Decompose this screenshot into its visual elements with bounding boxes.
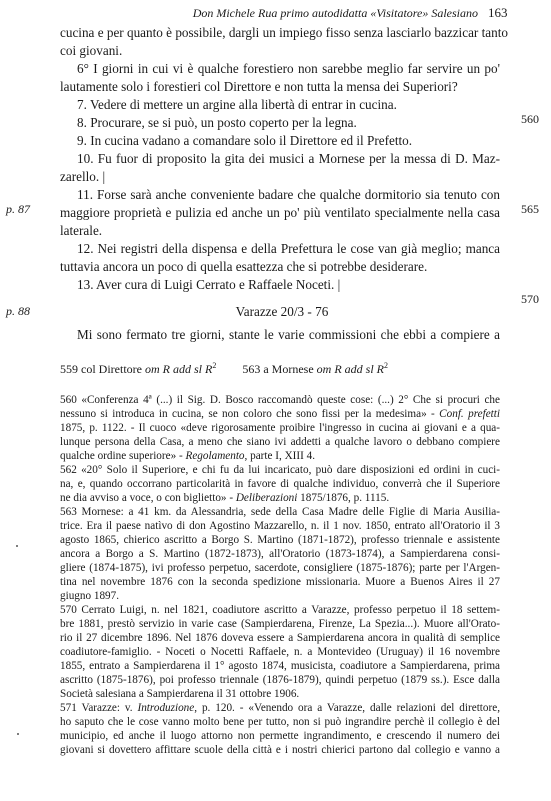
text-line: tuttavia ancora un poco di quella esattezza che si potrebbe desiderare. xyxy=(60,259,428,274)
note-line: 570 Cerrato Luigi, n. nel 1821, coadiutore ascritto a Varazze, professo perpetuo il 18 settem- xyxy=(60,604,500,616)
scan-speck xyxy=(17,733,19,735)
note-line: lunque persona della Casa, a meno che siano ivi addetti a qualche lavoro o debbano compiere xyxy=(60,436,500,448)
note-line: 562 «20° Solo il Superiore, e chi fu da lui incaricato, può dare disposizioni ed ordini in cuci- xyxy=(60,464,500,476)
note-line: 563 Mornese: a 41 km. da Alessandria, sede della Casa Madre delle Figlie di Maria Ausilia- xyxy=(60,506,500,518)
text-line: laterale. xyxy=(60,223,103,238)
text-line: 8. Procurare, se si può, un posto coperto per la legna. xyxy=(77,115,357,130)
note-line: trice. Era il paese natìvo di don Agostino Mazzarello, n. il 1 nov. 1850, entrato all'Oratorio il 3 xyxy=(60,520,500,532)
text-line: 12. Nei registri della dispensa e della Prefettura le cose van già meglio; manca xyxy=(77,241,500,256)
text-line: 7. Vedere di mettere un argine alla libertà di entrar in cucina. xyxy=(77,97,397,112)
note-line: Società salesiana a Sampierdarena il 31 ottobre 1906. xyxy=(60,688,300,700)
note-line: qualche ordine superiore» - Regolamento, parte I, XIII 4. xyxy=(60,450,316,462)
text-line: cucina e per quanto è possibile, dargli un impiego fisso senza lasciarlo bazzicar tanto xyxy=(60,25,508,40)
line-number-570: 570 xyxy=(521,292,539,306)
scan-speck xyxy=(16,545,18,547)
running-title: Don Michele Rua primo autodidatta «Visitatore» Salesiano xyxy=(192,6,478,20)
apparatus-entry-563: 563 a Mornese xyxy=(242,362,317,376)
apparatus-entry-559: 559 col Direttore xyxy=(60,362,145,376)
note-line: coadiutore-famiglio. - Noceti o Nocetti Raffaele, n. a Montevideo (Uruguay) il 16 novembre xyxy=(60,646,500,658)
critical-apparatus xyxy=(60,361,388,377)
note-line: ho saputo che le cose vanno molto bene per tutto, non si può ingrandire perchè il collegio è del xyxy=(60,716,500,728)
text-line: 6° I giorni in cui vi è qualche forestiero non sarebbe meglio far servire un po' xyxy=(77,61,500,76)
text-line: maggiore proprietà e pulizia ed anche un po' più ventilato specialmente nella casa xyxy=(60,205,500,220)
note-line: 571 Varazze: v. Introduzione, p. 120. - «Venendo ora a Varazze, dalle relazioni del direttore, xyxy=(60,702,500,714)
cited-title: Conf. prefetti xyxy=(439,408,501,420)
note-line: agosto 1865, chierico ascritto a Borgo S. Martino (1871-1872), professo triennale e assistente xyxy=(60,534,500,546)
text-line: 11. Forse sarà anche conveniente badare che qualche dormitorio sia tenuto con xyxy=(77,187,500,202)
page-reference-87: p. 87 xyxy=(6,202,30,216)
text-line: 13. Aver cura di Luigi Cerrato e Raffaele Noceti. | xyxy=(77,277,341,292)
apparatus-superscript: 2 xyxy=(212,361,217,370)
letter-heading: Varazze 20/3 - 76 xyxy=(235,304,329,319)
text-line: 9. In cucina vadano a comandare solo il Direttore ed il Prefetto. xyxy=(77,133,413,148)
text-line: coi giovani. xyxy=(60,43,123,58)
note-line: 1855, entrato a Sampierdarena il 1° agosto 1874, musicista, coadiutore a Sampierdarena, prima xyxy=(60,660,500,672)
note-line: giovani si dovettero affittare scuole della città e i nostri chierici partono dal collegio e vanno a xyxy=(60,744,500,756)
note-line: giugno 1897. xyxy=(60,590,120,602)
page-reference-88: p. 88 xyxy=(6,304,30,318)
apparatus-siglum: om R add sl R xyxy=(316,362,384,376)
page-number: 163 xyxy=(488,5,508,20)
note-line: bre 1881, prestò servizio in varie case (Sampierdarena, Firenze, La Spezia...). Muore all'Orato- xyxy=(60,618,500,630)
text-line: zarello. | xyxy=(60,169,106,184)
cited-title: Regolamento xyxy=(185,450,245,462)
cited-title: Deliberazioni xyxy=(235,492,298,504)
note-line: na, e, quando occorrano particolarità in favore di qualche individuo, converrà che il Superiore xyxy=(60,478,500,490)
apparatus-superscript: 2 xyxy=(384,361,388,370)
line-number-565: 565 xyxy=(521,202,539,216)
note-line: rio il 27 dicembre 1896. Nel 1876 doveva essere a Sampierdarena ancora in qualità di semplice xyxy=(60,632,500,644)
text-line: lautamente solo i forestieri col Direttore e non tutta la mensa dei Superiori? xyxy=(60,79,458,94)
note-line: municipio, ed anche il luogo attorno non permette ingrandimento, e crescendo il numero dei xyxy=(60,730,500,742)
text-line: 10. Fu fuor di proposito la gita dei musici a Mornese per la messa di D. Maz- xyxy=(77,151,500,166)
note-line: 1875, p. 1122. - Il cuoco «deve rigorosamente proibire l'ingresso in cucina ai giovani e a qua- xyxy=(60,422,500,434)
note-line: nessuno si introduca in cucina, se non coloro che sono fissi per la medesima» - Conf. prefetti xyxy=(60,408,501,420)
note-line: ne dia avviso a voce, o con biglietto» - Deliberazioni 1875/1876, p. 1115. xyxy=(60,492,390,504)
letter-first-line: Mi sono fermato tre giorni, stante le varie commissioni che ebbi a compiere a xyxy=(77,327,500,342)
note-line: ancora a Borgo a S. Martino (1872-1873), all'Oratorio (1873-1874), a Sampierdarena consi- xyxy=(60,548,500,560)
note-line: ascritto (1875-1876), poi professo triennale (1876-1879), quindi perpetuo (1879 ss.). Esce dalla xyxy=(60,674,500,686)
apparatus-siglum: om R add sl R xyxy=(144,362,213,376)
line-number-560: 560 xyxy=(521,112,539,126)
note-line: gliere (1874-1875), ivi professo perpetuo, sacerdote, consigliere (1875-1876); parte per l'Argen- xyxy=(60,562,500,574)
note-line: tina nel novembre 1876 con la seconda spedizione missionaria. Muore a Buenos Aires il 27 xyxy=(60,576,500,588)
cited-title: Introduzione xyxy=(137,702,195,714)
note-line: 560 «Conferenza 4ª (...) il Sig. D. Bosco raccomandò queste cose: (...) 2° Che si procuri che xyxy=(60,394,500,406)
